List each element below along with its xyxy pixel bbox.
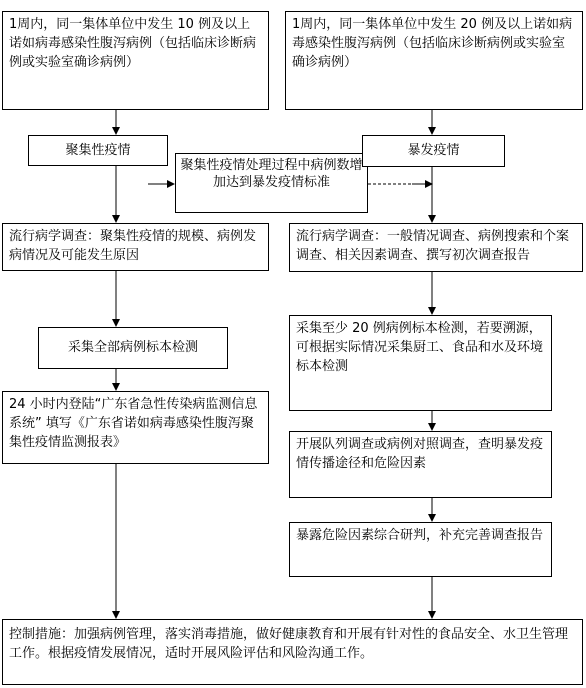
right-sampling-text: 采集至少 20 例病例标本检测，若要溯源，可根据实际情况采集厨工、食品和水及环境标本检测 (296, 321, 544, 374)
left-category-text: 聚集性疫情 (65, 143, 131, 158)
right-cohort-text: 开展队列调查或病例对照调查，查明暴发疫情传播途径和危险因素 (296, 437, 544, 471)
left-trigger-text: 1周内，同一集体单位中发生 10 例及以上诺如病毒感染性腹泻病例（包括临床诊断病例或实验室确诊病例） (9, 17, 257, 70)
right-category-text: 暴发疫情 (407, 143, 460, 158)
left-investigation-box (2, 223, 269, 271)
right-analysis-box (289, 522, 552, 577)
left-sampling-box (38, 327, 228, 369)
right-investigation-text: 流行病学调查：一般情况调查、病例搜索和个案调查、相关因素调查、撰写初次调查报告 (296, 229, 570, 263)
left-report-text: 24 小时内登陆“广东省急性传染病监测信息系统” 填写《广东省诺如病毒感染性腹泻聚集性疫情监测报表》 (9, 397, 258, 450)
control-measures-text: 控制措施：加强病例管理，落实消毒措施，做好健康教育和开展有针对性的食品安全、水卫生管理工作。根据疫情发展情况，适时开展风险评估和风险沟通工作。 (9, 627, 569, 661)
right-trigger-box (285, 11, 583, 110)
left-trigger-box (2, 11, 269, 110)
left-category-box (28, 135, 168, 166)
left-investigation-text: 流行病学调查：聚集性疫情的规模、病例发病情况及可能发生原因 (9, 229, 257, 263)
escalation-note-text: 聚集性疫情处理过程中病例数增加达到暴发疫情标准 (180, 158, 363, 190)
escalation-note-box (175, 153, 368, 213)
left-report-box (2, 391, 269, 464)
right-sampling-box (289, 315, 552, 411)
right-cohort-box (289, 431, 552, 498)
right-trigger-text: 1周内，同一集体单位中发生 20 例及以上诺如病毒感染性腹泻病例（包括临床诊断病例或实验室确诊病例） (292, 17, 573, 70)
control-measures-box (2, 619, 583, 685)
right-investigation-box (289, 223, 583, 272)
right-analysis-text: 暴露危险因素综合研判，补充完善调查报告 (296, 528, 544, 543)
right-category-box (362, 135, 505, 167)
left-sampling-text: 采集全部病例标本检测 (67, 340, 198, 355)
